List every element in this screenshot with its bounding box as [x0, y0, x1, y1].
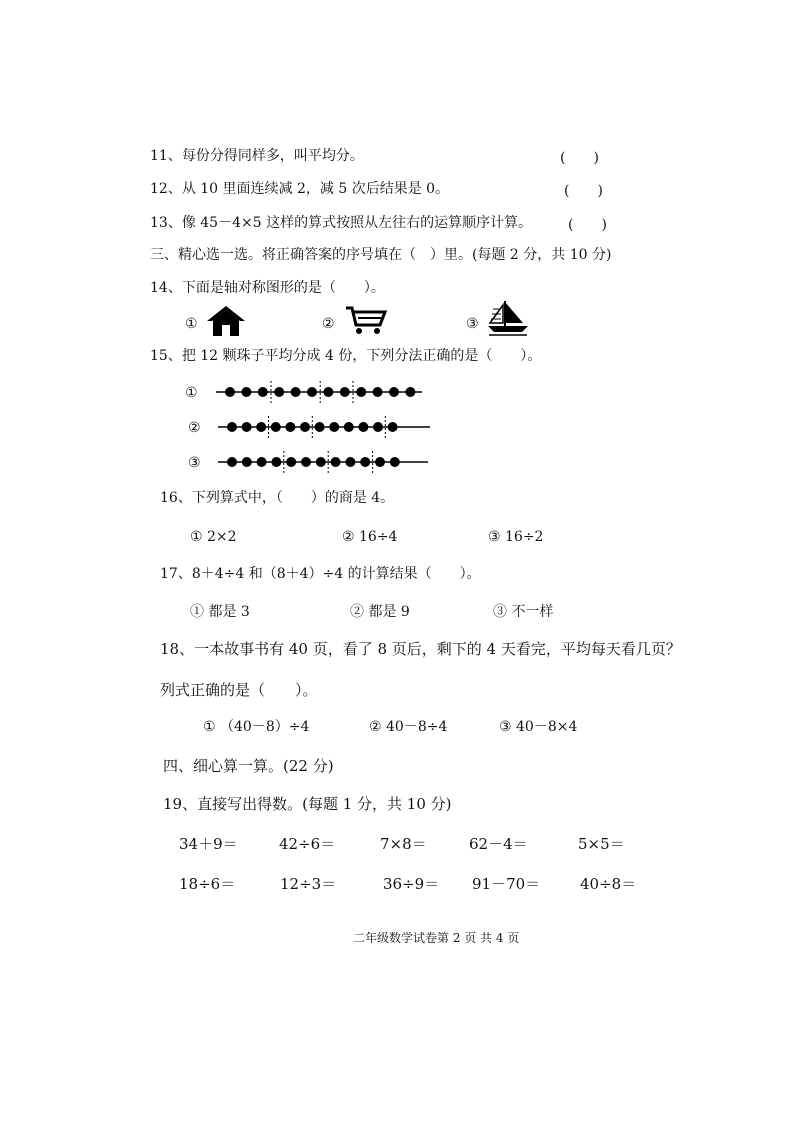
- q15-marker-2: ②: [188, 420, 201, 436]
- bead: [358, 422, 368, 432]
- question-18: 18、一本故事书有 40 页，看了 8 页后，剩下的 4 天看完，平均每天看几页？: [160, 640, 681, 658]
- house-icon: [206, 305, 246, 337]
- bead: [274, 387, 284, 397]
- question-16: 16、下列算式中，（ ）的商是 4。: [160, 490, 395, 506]
- q17-option-3[interactable]: ③ 不一样: [493, 604, 554, 620]
- sailboat-icon: [487, 299, 529, 337]
- bead: [316, 457, 326, 467]
- bead: [373, 422, 383, 432]
- bead: [389, 387, 399, 397]
- question-11: 11、每份分得同样多，叫平均分。: [150, 148, 364, 164]
- calc-9: 91－70＝: [472, 875, 541, 893]
- bead: [360, 457, 370, 467]
- q16-option-2[interactable]: ② 16÷4: [342, 529, 398, 545]
- q14-marker-2: ②: [322, 316, 335, 332]
- q18-option-2[interactable]: ② 40－8÷4: [369, 719, 448, 735]
- question-14: 14、下面是轴对称图形的是（ ）。: [150, 280, 385, 296]
- q17-option-1[interactable]: ① 都是 3: [190, 604, 250, 620]
- bead: [390, 457, 400, 467]
- answer-blank-13[interactable]: ( ): [568, 217, 607, 233]
- bead: [258, 387, 268, 397]
- q18-option-1[interactable]: ① （40－8）÷4: [203, 719, 310, 735]
- answer-blank-12[interactable]: ( ): [564, 183, 603, 199]
- calc-1: 34＋9＝: [179, 835, 238, 853]
- bead: [331, 457, 341, 467]
- bead: [307, 387, 317, 397]
- bead: [241, 387, 251, 397]
- calc-6: 18÷6＝: [179, 875, 236, 893]
- bead: [286, 457, 296, 467]
- bead: [291, 387, 301, 397]
- section-3-title: 三、精心选一选。将正确答案的序号填在（ ）里。(每题 2 分，共 10 分): [150, 247, 612, 263]
- bead: [375, 457, 385, 467]
- bead: [242, 457, 252, 467]
- question-15: 15、把 12 颗珠子平均分成 4 份，下列分法正确的是（ ）。: [150, 348, 542, 364]
- bead: [405, 387, 415, 397]
- bead-string-3: [218, 450, 428, 474]
- bead: [227, 422, 237, 432]
- bead: [315, 422, 325, 432]
- calc-10: 40÷8＝: [580, 875, 637, 893]
- calc-5: 5×5＝: [578, 835, 625, 853]
- q17-option-2[interactable]: ② 都是 9: [350, 604, 410, 620]
- bead: [329, 422, 339, 432]
- bead: [345, 457, 355, 467]
- bead: [285, 422, 295, 432]
- bead: [300, 422, 310, 432]
- bead: [388, 422, 398, 432]
- q16-option-1[interactable]: ① 2×2: [190, 529, 237, 545]
- calc-2: 42÷6＝: [279, 835, 336, 853]
- q15-marker-1: ①: [185, 385, 198, 401]
- bead: [301, 457, 311, 467]
- q18-option-3[interactable]: ③ 40－8×4: [499, 719, 578, 735]
- bead: [242, 422, 252, 432]
- question-18-cont: 列式正确的是（ ）。: [160, 681, 318, 699]
- section-4-title: 四、细心算一算。(22 分): [163, 757, 334, 775]
- answer-blank-11[interactable]: ( ): [560, 150, 599, 166]
- calc-4: 62－4＝: [469, 835, 528, 853]
- bead-string-1: [216, 380, 422, 404]
- bead: [340, 387, 350, 397]
- question-13: 13、像 45－4×5 这样的算式按照从左往右的运算顺序计算。: [150, 215, 533, 231]
- bead: [257, 457, 267, 467]
- q14-marker-1: ①: [185, 316, 198, 332]
- page-footer: 二年级数学试卷第 2 页 共 4 页: [353, 931, 520, 945]
- calc-3: 7×8＝: [380, 835, 427, 853]
- question-19: 19、直接写出得数。(每题 1 分，共 10 分): [163, 795, 452, 813]
- shopping-cart-icon: [344, 305, 388, 337]
- bead: [227, 457, 237, 467]
- calc-8: 36÷9＝: [383, 875, 440, 893]
- bead: [356, 387, 366, 397]
- q16-option-3[interactable]: ③ 16÷2: [488, 529, 544, 545]
- q14-marker-3: ③: [466, 316, 479, 332]
- bead: [373, 387, 383, 397]
- bead: [344, 422, 354, 432]
- question-17: 17、8＋4÷4 和（8＋4）÷4 的计算结果（ ）。: [160, 566, 481, 582]
- bead: [256, 422, 266, 432]
- question-12: 12、从 10 里面连续减 2，减 5 次后结果是 0。: [150, 181, 450, 197]
- bead-string-2: [218, 415, 430, 439]
- bead: [323, 387, 333, 397]
- bead: [271, 422, 281, 432]
- q15-marker-3: ③: [188, 455, 201, 471]
- bead: [225, 387, 235, 397]
- bead: [271, 457, 281, 467]
- calc-7: 12÷3＝: [280, 875, 337, 893]
